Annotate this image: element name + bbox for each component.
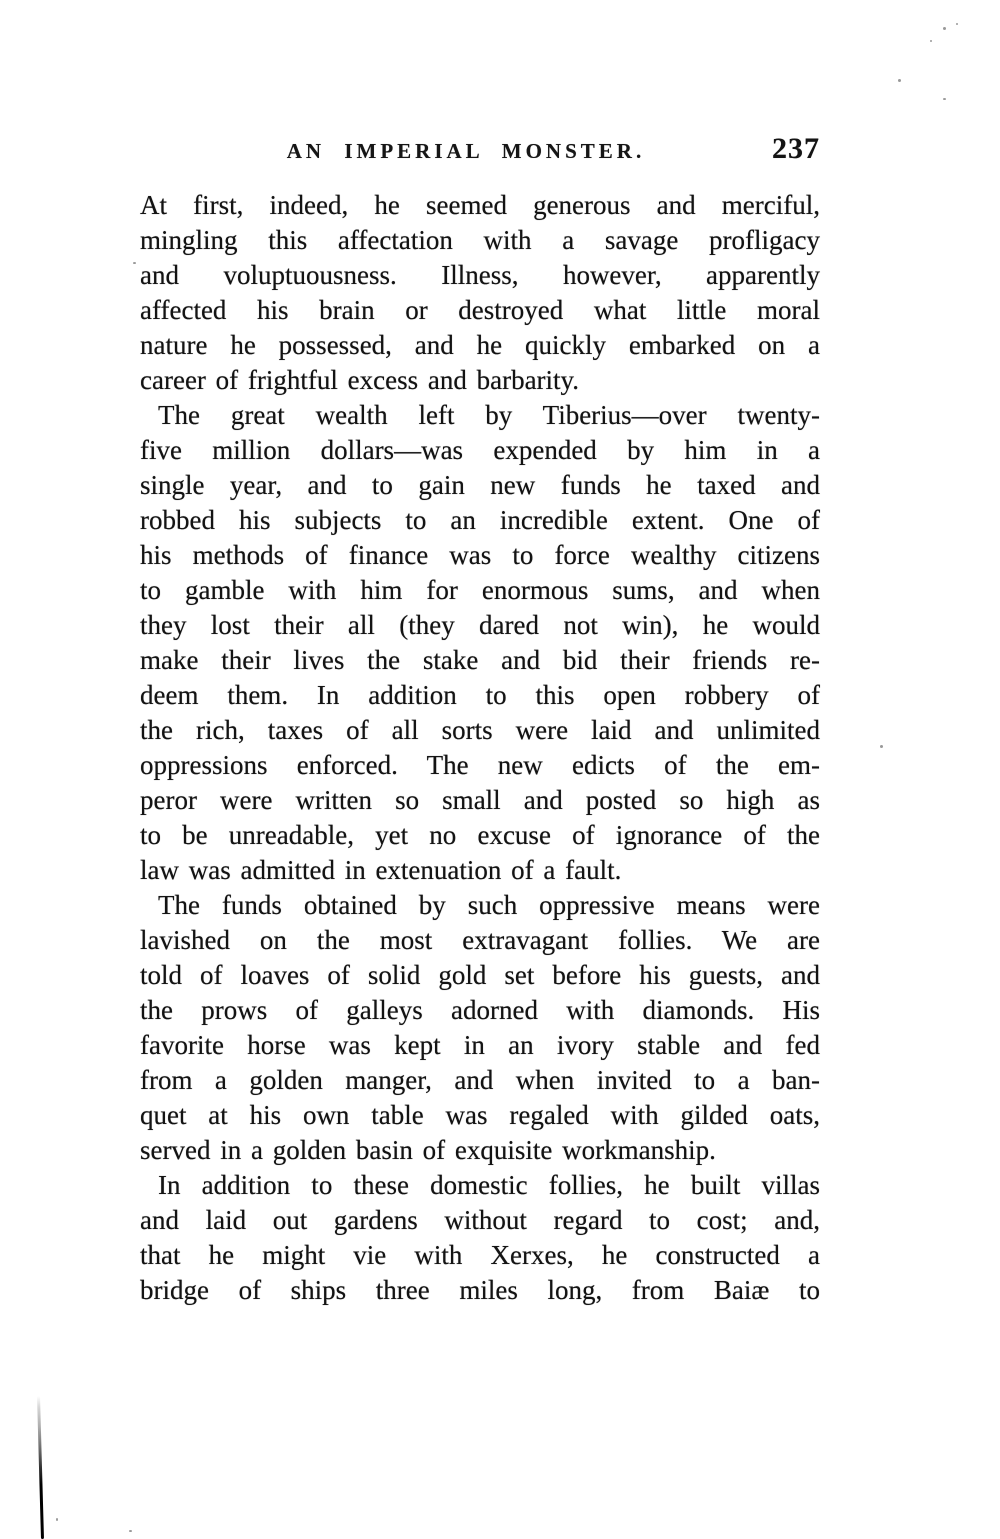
running-header xyxy=(140,132,820,170)
text-line: At first, indeed, he seemed generous and merciful, xyxy=(140,190,820,220)
text-line: told of loaves of solid gold set before his guests, and xyxy=(140,960,820,990)
text-line: In addition to these domestic follies, he built villas xyxy=(158,1170,820,1200)
scan-speck xyxy=(133,262,136,264)
text-line: and voluptuousness. Illness, however, apparently xyxy=(140,260,820,290)
text-line: The great wealth left by Tiberius—over twenty- xyxy=(158,400,820,430)
scan-crease-line xyxy=(37,1396,44,1539)
text-line: career of frightful excess and barbarity. xyxy=(140,365,580,395)
text-line: mingling this affectation with a savage profligacy xyxy=(140,225,820,255)
text-line: The funds obtained by such oppressive means were xyxy=(158,890,820,920)
text-line: deem them. In addition to this open robbery of xyxy=(140,680,820,710)
text-line: favorite horse was kept in an ivory stable and fed xyxy=(140,1030,820,1060)
text-line: single year, and to gain new funds he taxed and xyxy=(140,470,820,500)
text-line: peror were written so small and posted so high as xyxy=(140,785,820,815)
text-line: robbed his subjects to an incredible extent. One of xyxy=(140,505,820,535)
scan-speck xyxy=(930,40,932,42)
scan-speck xyxy=(129,1530,132,1532)
text-line: bridge of ships three miles long, from Baiæ to xyxy=(140,1275,820,1305)
scan-speck xyxy=(880,745,883,748)
body-text xyxy=(140,188,820,1308)
text-line: served in a golden basin of exquisite workmanship. xyxy=(140,1135,716,1165)
text-line: to be unreadable, yet no excuse of ignorance of the xyxy=(140,820,820,850)
scan-speck xyxy=(943,98,946,100)
text-line: his methods of finance was to force wealthy citizens xyxy=(140,540,820,570)
scan-speck xyxy=(56,1518,58,1521)
text-line: and laid out gardens without regard to cost; and, xyxy=(140,1205,820,1235)
text-line: quet at his own table was regaled with gilded oats, xyxy=(140,1100,820,1130)
scan-speck xyxy=(898,79,901,82)
text-line: five million dollars—was expended by him in a xyxy=(140,435,820,465)
text-line: from a golden manger, and when invited to a ban- xyxy=(140,1065,820,1095)
text-line: affected his brain or destroyed what little moral xyxy=(140,295,820,325)
running-header-title: AN IMPERIAL MONSTER. xyxy=(286,139,646,163)
text-line: that he might vie with Xerxes, he constructed a xyxy=(140,1240,820,1270)
text-line: make their lives the stake and bid their friends re- xyxy=(140,645,820,675)
text-line: law was admitted in extenuation of a fault. xyxy=(140,855,622,885)
text-line: lavished on the most extravagant follies. We are xyxy=(140,925,820,955)
scan-speck xyxy=(943,27,946,30)
text-line: they lost their all (they dared not win), he would xyxy=(140,610,820,640)
scan-speck xyxy=(956,23,958,25)
page-number: 237 xyxy=(772,132,820,165)
text-line: oppressions enforced. The new edicts of the em- xyxy=(140,750,820,780)
text-line: the prows of galleys adorned with diamonds. His xyxy=(140,995,820,1025)
text-line: nature he possessed, and he quickly embarked on a xyxy=(140,330,820,360)
text-line: the rich, taxes of all sorts were laid and unlimited xyxy=(140,715,820,745)
text-line: to gamble with him for enormous sums, and when xyxy=(140,575,820,605)
